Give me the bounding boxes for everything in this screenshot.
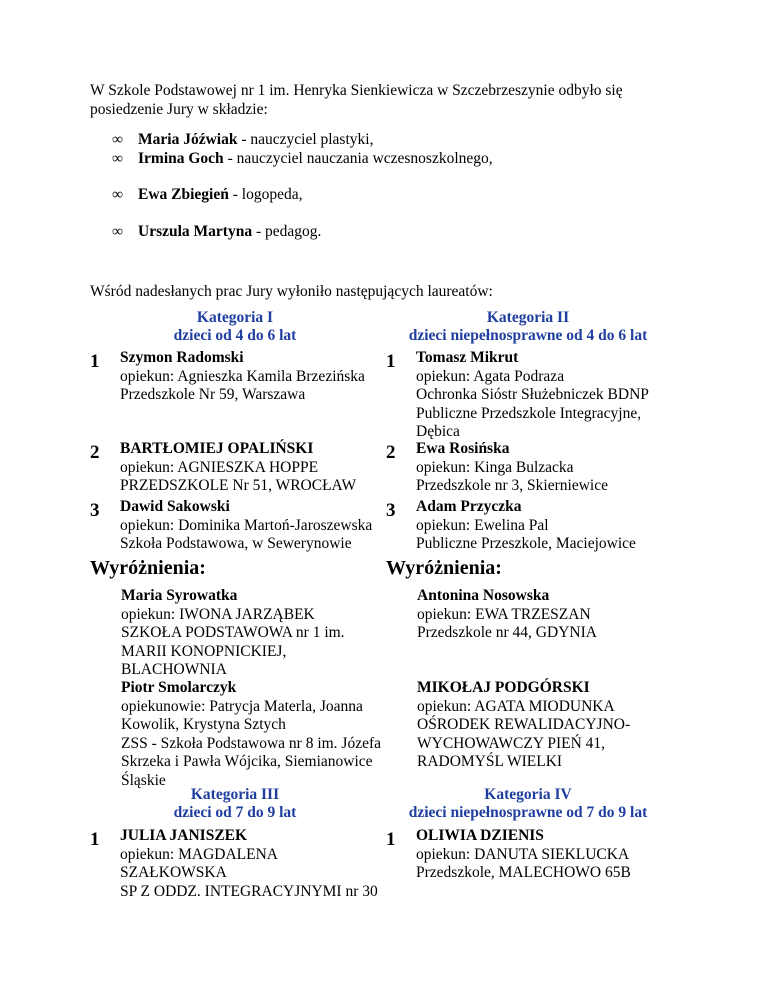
jury-member-role: - pedagog. <box>252 223 322 240</box>
category-3 <box>90 786 390 822</box>
honoree-detail: WYCHOWAWCZY PIEŃ 41, <box>417 734 606 752</box>
category-title: Kategoria I <box>196 309 274 326</box>
laureate-name: Tomasz Mikrut <box>416 349 519 366</box>
jury-list <box>112 130 672 241</box>
jury-member-name: Ewa Zbiegień <box>138 186 229 203</box>
honoree-detail: ZSS - Szkoła Podstawowa nr 8 im. Józefa <box>121 734 382 752</box>
honors-heading: Wyróżnienia: <box>90 557 206 579</box>
category-1 <box>90 309 390 345</box>
place-number: 3 <box>386 500 396 521</box>
intro-paragraph <box>90 81 690 119</box>
laureate-name: Adam Przyczka <box>416 498 522 515</box>
winners-intro: Wśród nadesłanych prac Jury wyłoniło następujących laureatów: <box>90 283 493 300</box>
jury-member-role: - nauczyciel plastyki, <box>237 131 374 148</box>
laureate-detail: PRZEDSZKOLE Nr 51, WROCŁAW <box>120 477 357 494</box>
category-title: Kategoria III <box>190 786 280 803</box>
laureate-name: BARTŁOMIEJ OPALIŃSKI <box>120 440 314 457</box>
honoree-name: Piotr Smolarczyk <box>121 679 237 696</box>
infinity-bullet-icon: ∞ <box>112 223 124 240</box>
laureate-detail: Ochronka Sióstr Służebniczek BDNP <box>416 386 649 403</box>
jury-member-role: - logopeda, <box>228 186 303 203</box>
laureate-detail: Przedszkole nr 3, Skierniewice <box>416 477 608 494</box>
place-number: 1 <box>386 351 396 372</box>
honor-entry <box>121 587 391 680</box>
honoree-name: MIKOŁAJ PODGÓRSKI <box>417 679 590 696</box>
jury-member <box>112 222 672 241</box>
honoree-detail: Przedszkole nr 44, GDYNIA <box>417 624 597 641</box>
honoree-detail: opiekun: EWA TRZESZAN <box>417 605 591 623</box>
jury-member-name: Maria Jóźwiak <box>138 131 238 148</box>
laureate-name: OLIWIA DZIENIS <box>416 827 544 844</box>
place-number: 2 <box>386 442 396 463</box>
laureate-name: Szymon Radomski <box>120 349 244 366</box>
laureate-detail: SZAŁKOWSKA <box>120 864 227 881</box>
laureate-name: JULIA JANISZEK <box>120 827 248 844</box>
honoree-detail: MARII KONOPNICKIEJ, <box>121 642 287 660</box>
honoree-detail: OŚRODEK REWALIDACYJNO- <box>417 716 631 733</box>
infinity-bullet-icon: ∞ <box>112 186 124 203</box>
laureate-detail: Publiczne Przedszkole Integracyjne, <box>416 404 642 422</box>
jury-member <box>112 149 672 168</box>
infinity-bullet-icon: ∞ <box>112 150 124 167</box>
category-subtitle: dzieci niepełnosprawne od 4 do 6 lat <box>408 327 648 344</box>
honoree-detail: opiekun: IWONA JARZĄBEK <box>121 605 315 623</box>
honoree-name: Maria Syrowatka <box>121 587 238 604</box>
category-subtitle: dzieci od 4 do 6 lat <box>173 327 297 344</box>
honors-heading: Wyróżnienia: <box>386 557 502 579</box>
honor-entry <box>417 587 687 643</box>
category-2 <box>388 309 688 345</box>
laureate-detail: opiekun: Ewelina Pal <box>416 516 549 534</box>
laureate-detail: opiekun: Kinga Bulzacka <box>416 458 574 476</box>
honoree-detail: SZKOŁA PODSTAWOWA nr 1 im. <box>121 624 345 641</box>
laureate-detail: opiekun: Agnieszka Kamila Brzezińska <box>120 367 365 385</box>
infinity-bullet-icon: ∞ <box>112 131 124 148</box>
laureate-detail: Dębica <box>416 423 460 440</box>
category-subtitle: dzieci niepełnosprawne od 7 do 9 lat <box>408 804 648 821</box>
honoree-detail: opiekun: AGATA MIODUNKA <box>417 697 615 715</box>
laureate-detail: Przedszkole Nr 59, Warszawa <box>120 386 306 403</box>
laureate-detail: opiekun: Dominika Martoń-Jaroszewska <box>120 516 373 534</box>
honor-entry <box>417 679 687 772</box>
honoree-detail: BLACHOWNIA <box>121 661 227 678</box>
jury-member <box>112 130 672 149</box>
honoree-detail: Kowolik, Krystyna Sztych <box>121 716 286 733</box>
jury-member-role: - nauczyciel nauczania wczesnoszkolnego, <box>223 150 493 167</box>
honoree-detail: RADOMYŚL WIELKI <box>417 753 563 770</box>
jury-member-name: Urszula Martyna <box>138 223 253 240</box>
category-title: Kategoria IV <box>484 786 572 803</box>
laureate-name: Ewa Rosińska <box>416 440 510 457</box>
place-number: 1 <box>90 829 100 850</box>
laureate-name: Dawid Sakowski <box>120 498 230 515</box>
place-number: 1 <box>90 351 100 372</box>
honoree-detail: Śląskie <box>121 771 166 789</box>
intro-line: W Szkole Podstawowej nr 1 im. Henryka Sienkiewicza w Szczebrzeszynie odbyło się <box>90 82 623 99</box>
laureate-detail: opiekun: DANUTA SIEKLUCKA <box>416 845 630 863</box>
category-title: Kategoria II <box>486 309 570 326</box>
honoree-name: Antonina Nosowska <box>417 587 550 604</box>
laureate-detail: opiekun: AGNIESZKA HOPPE <box>120 458 319 476</box>
laureate-detail: Publiczne Przeszkole, Maciejowice <box>416 535 636 552</box>
place-number: 2 <box>90 442 100 463</box>
category-subtitle: dzieci od 7 do 9 lat <box>173 804 297 821</box>
category-4 <box>388 786 688 822</box>
place-number: 1 <box>386 829 396 850</box>
laureate-detail: SP Z ODDZ. INTEGRACYJNYMI nr 30 <box>120 882 378 900</box>
laureate-detail: opiekun: MAGDALENA <box>120 845 278 863</box>
place-number: 3 <box>90 500 100 521</box>
honoree-detail: Skrzeka i Pawła Wójcika, Siemianowice <box>121 753 373 770</box>
laureate-detail: Szkoła Podstawowa, w Sewerynowie <box>120 535 352 552</box>
jury-member <box>112 185 672 204</box>
honor-entry <box>121 679 391 790</box>
laureate-detail: opiekun: Agata Podraza <box>416 367 565 385</box>
intro-line: posiedzenie Jury w składzie: <box>90 101 268 118</box>
honoree-detail: opiekunowie: Patrycja Materla, Joanna <box>121 697 363 715</box>
jury-member-name: Irmina Goch <box>138 150 224 167</box>
laureate-detail: Przedszkole, MALECHOWO 65B <box>416 864 631 881</box>
